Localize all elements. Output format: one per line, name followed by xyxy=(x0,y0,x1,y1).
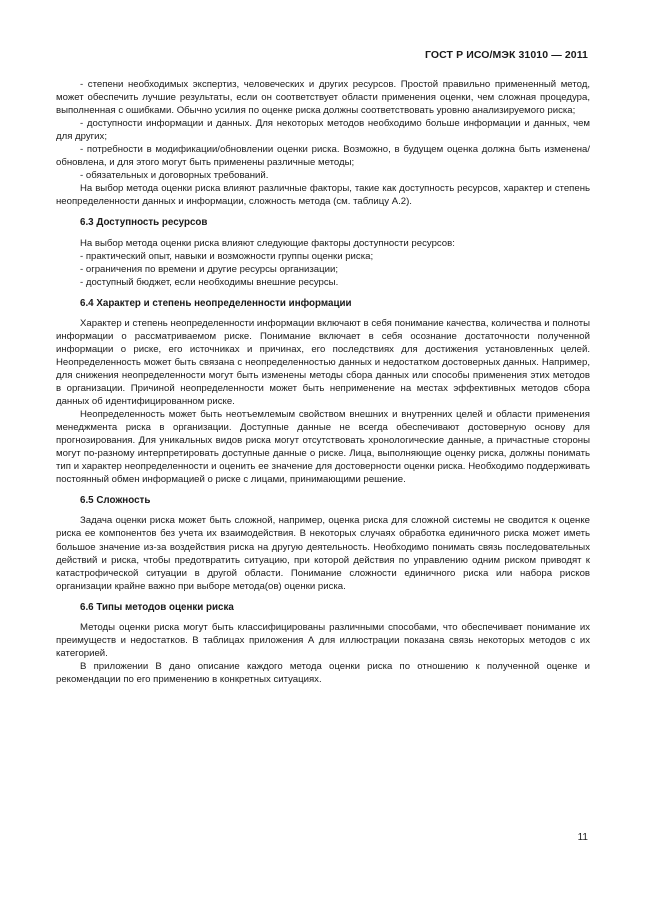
paragraph: - доступности информации и данных. Для некоторых методов необходимо больше информации и данных, чем для других; xyxy=(56,118,590,143)
paragraph: Методы оценки риска могут быть классифицированы различными способами, что обеспечивает понимание их преимуществ и недостатков. В таблицах приложения А для иллюстрации показана связь некоторых методов с их категорией. xyxy=(56,621,590,659)
paragraph: - потребности в модификации/обновлении оценки риска. Возможно, в будущем оценка должна быть изменена/обновлена, и для этого могут быть применены различные методы; xyxy=(56,144,590,169)
page-number: 11 xyxy=(577,832,588,843)
section-heading: 6.3 Доступность ресурсов xyxy=(80,217,208,229)
paragraph: Характер и степень неопределенности информации включают в себя понимание качества, количества и полноты информации о рассматриваемом риске. Понимание включает в себя осознание достаточности полученной информации о риске, его источниках и причинах, его последствиях для достижения установленных целей. Неопределенность может быть связана с неопределенностью данных и недостатком достоверных данных. Например, для снижения неопределенности могут быть изменены методы сбора данных или способы применения этих методов в организации. Причиной неопределенности может быть неприменение на местах эффективных методов сбора данных об идентифицированном риске. xyxy=(56,317,590,408)
page-content xyxy=(56,78,590,686)
section-heading: 6.4 Характер и степень неопределенности информации xyxy=(80,297,352,309)
paragraph: Неопределенность может быть неотъемлемым свойством внешних и внутренних целей и области применения менеджмента риска в организации. Доступные данные не всегда обеспечивают достоверную основу для прогнозирования. Для уникальных видов риска могут отсутствовать хронологические данные, а причастные стороны могут по-разному интерпретировать доступные данные о риске. Лица, выполняющие оценку риска, должны понимать тип и характер неопределенности и оценить ее значение для достоверности оценки риска. Необходимо поддерживать постоянный обмен информацией о риске с лицами, принимающими решение. xyxy=(56,409,590,486)
section-heading: 6.6 Типы методов оценки риска xyxy=(80,601,234,613)
list-item: - практический опыт, навыки и возможности группы оценки риска; xyxy=(80,250,374,262)
paragraph: Задача оценки риска может быть сложной, например, оценка риска для сложной системы не сводится к оценке риска ее компонентов без учета их взаимодействия. В некоторых случаях обработка единичного риска может иметь большое значение из-за воздействия риска на другую деятельность. Необходимо понимать связь последовательных действий и риска, чтобы предотвратить ситуацию, при которой действия по управлению одним риском приводят к катастрофической ситуации в другой области. Понимание сложности единичного риска или набора рисков организации крайне важно при выборе метода(ов) оценки риска. xyxy=(56,515,590,592)
list-item: - ограничения по времени и другие ресурсы организации; xyxy=(80,263,339,275)
paragraph: - обязательных и договорных требований. xyxy=(80,170,269,182)
section-heading: 6.5 Сложность xyxy=(80,495,151,507)
list-item: - доступный бюджет, если необходимы внешние ресурсы. xyxy=(80,276,339,288)
standard-header: ГОСТ Р ИСО/МЭК 31010 — 2011 xyxy=(424,49,588,61)
paragraph: На выбор метода оценки риска влияют следующие факторы доступности ресурсов: xyxy=(80,237,455,249)
paragraph: - степени необходимых экспертиз, человеческих и других ресурсов. Простой правильно примененный метод, может обеспечить лучшие результаты, если он соответствует области применения оценки, чем сложная процедура, выполненная с ошибками. Обычно усилия по оценке риска должны соответствовать уровню анализируемого риска; xyxy=(56,79,590,117)
paragraph: На выбор метода оценки риска влияют различные факторы, такие как доступность ресурсов, характер и степень неопределенности данных и информации, сложность метода (см. таблицу А.2). xyxy=(56,183,590,208)
paragraph: В приложении В дано описание каждого метода оценки риска по отношению к полученной оценке и рекомендации по его применению в конкретных ситуациях. xyxy=(56,660,590,685)
